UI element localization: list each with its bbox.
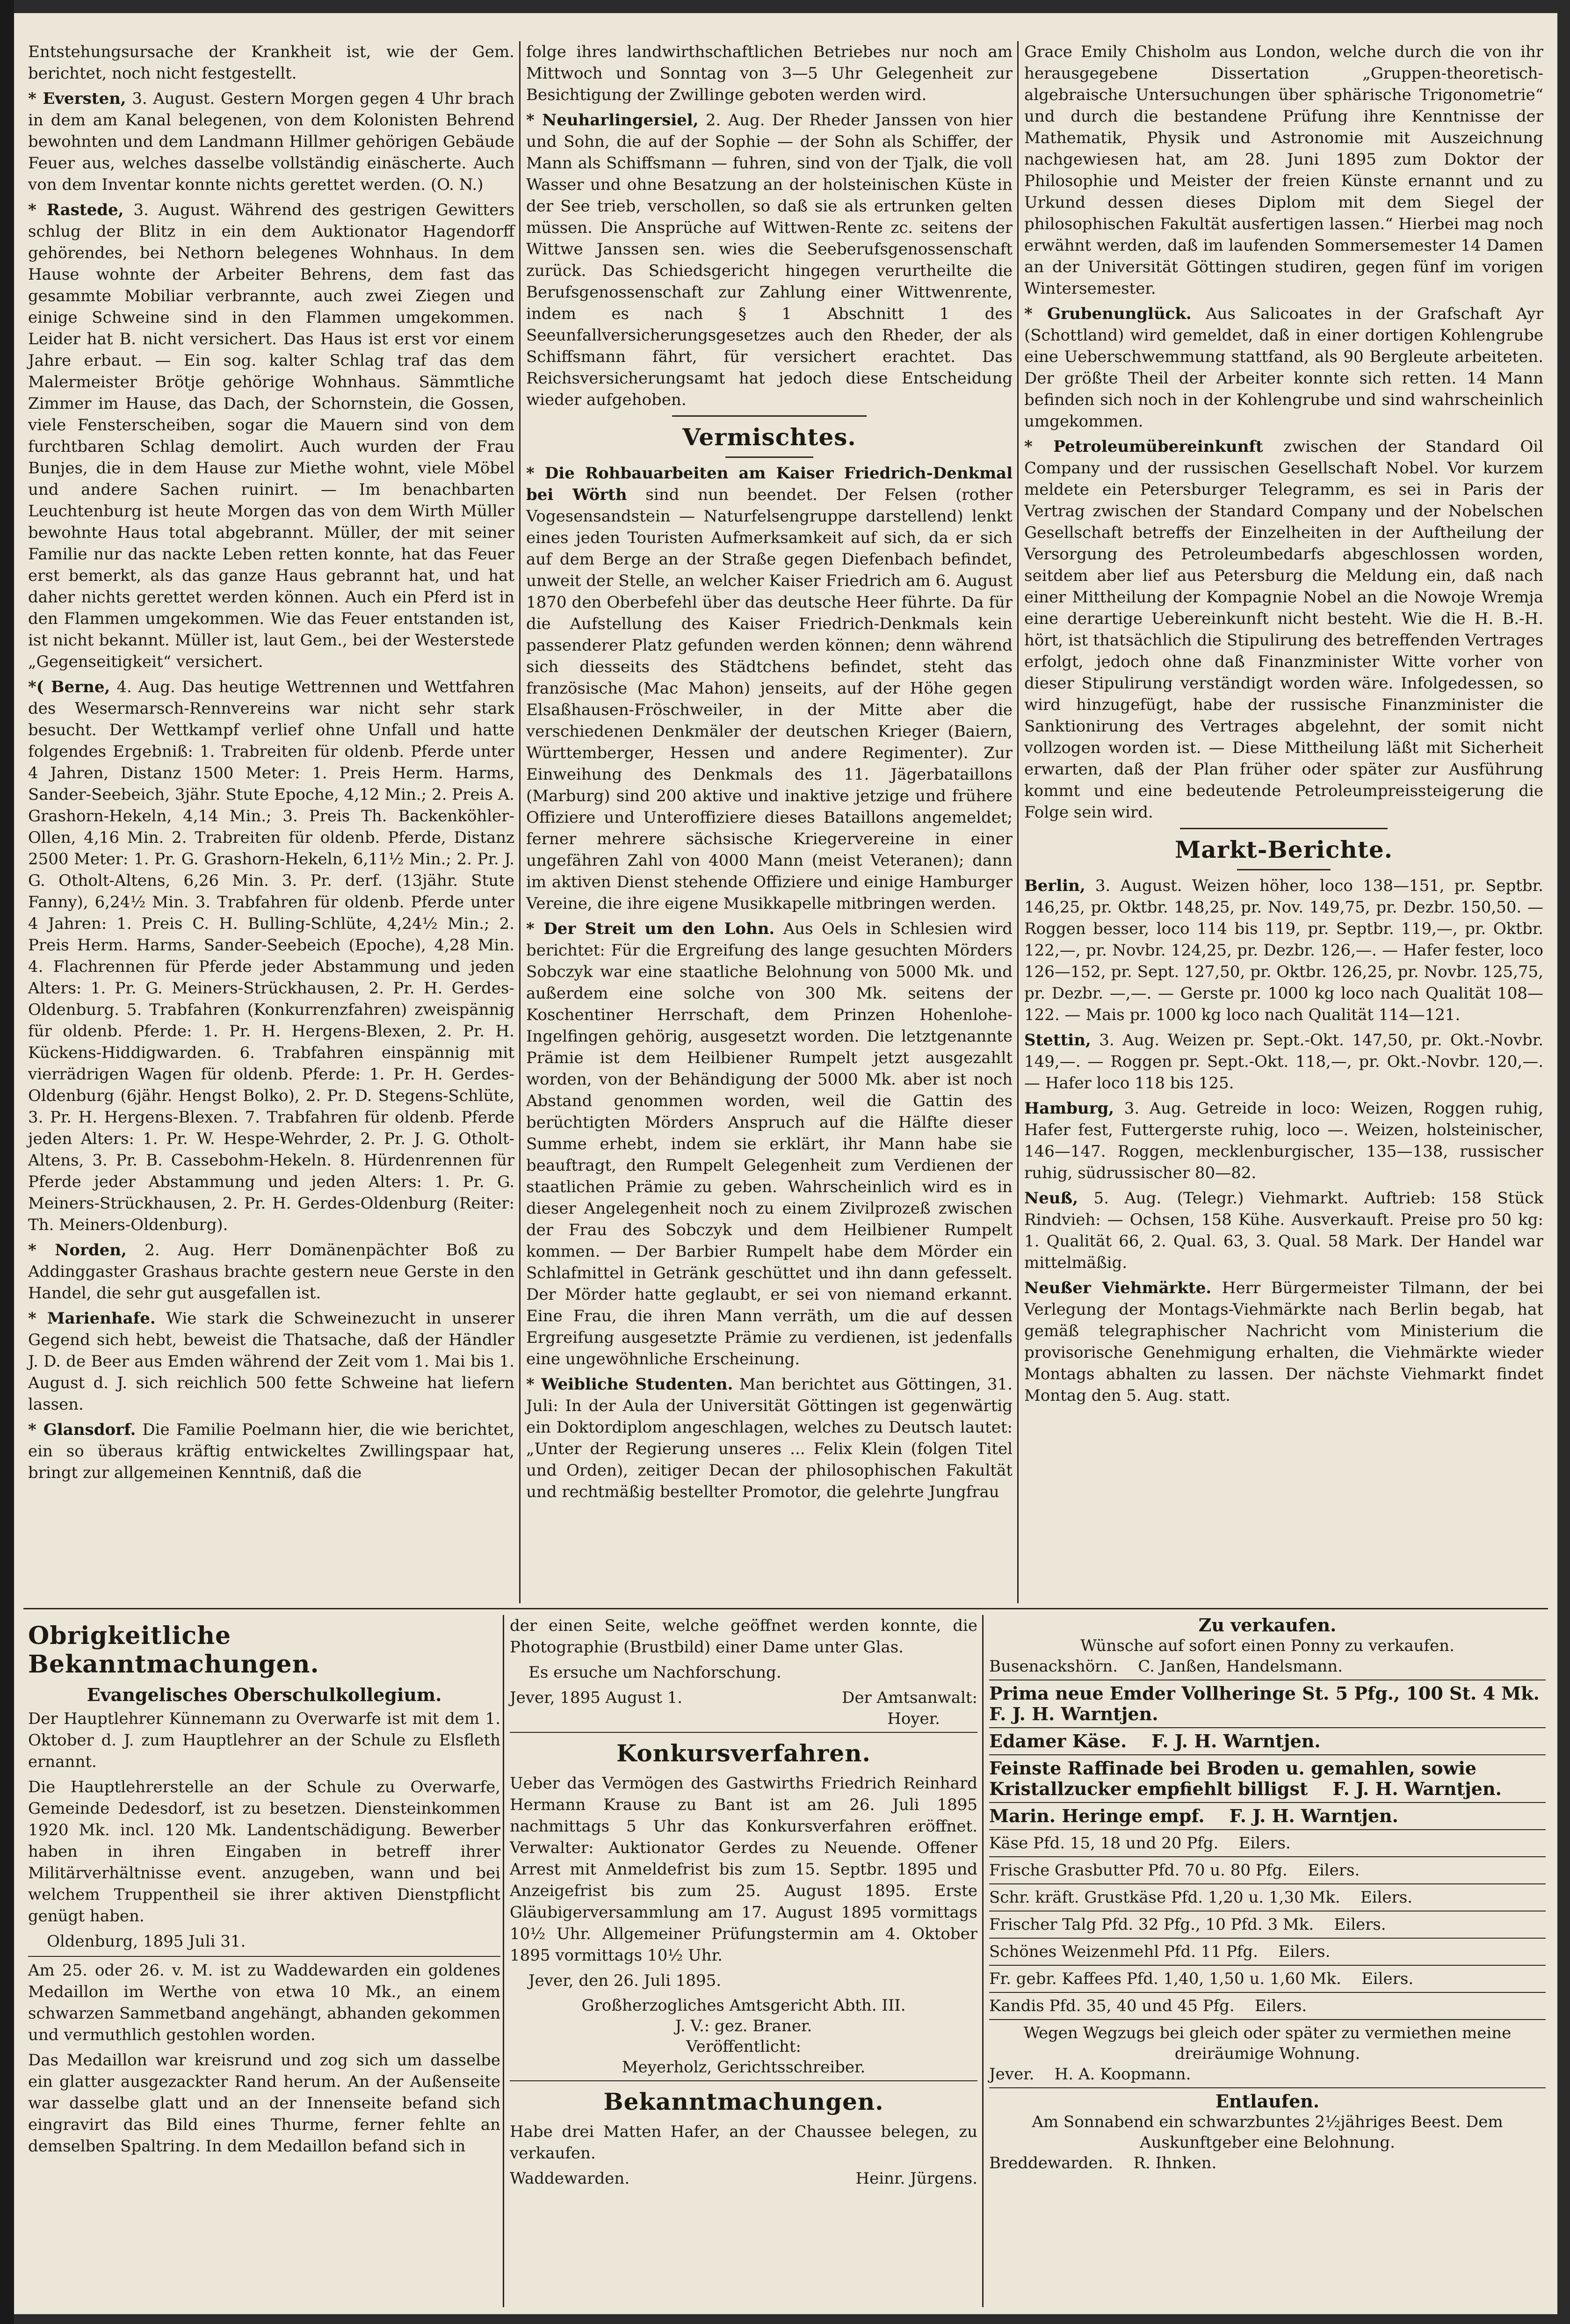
article-paragraph: [1024, 1098, 1543, 1184]
ad-divider: [989, 1938, 1546, 1939]
article-paragraph: [28, 1419, 514, 1484]
notice-signature: Hoyer.: [887, 1709, 940, 1728]
article-paragraph: [526, 1374, 1013, 1503]
classified-ad: Prima neue Emder Vollheringe St. 5 Pfg., 100 St. 4 Mk. F. J. H. Warntjen.: [989, 1683, 1564, 1724]
bekanntmachung-name: Heinr. Jürgens.: [855, 2169, 977, 2188]
article-paragraph: [28, 1308, 514, 1415]
ad-divider: [989, 1829, 1546, 1830]
article-body: Grace Emily Chisholm aus London, welche durch die von ihr herausgegebene Dissertation „Gruppen-theoretisch-algebraische Untersuchungen über sphärische Trigonometrie“ und durch die bestandene Prüfung ihre Kenntnisse der Mathematik, Physik und Astronomie mit Auszeichnung nachgewiesen hat, am 28. Juni 1895 zum Doktor der Philosophie und Meister der freien Künste ernannt und zu Urkund dessen dieses Diplom mit dem Siegel der philosophischen Fakultät ausfertigen lassen.“ Hierbei mag noch erwähnt werden, daß im laufenden Sommersemester 14 Damen an der Universität Göttingen studiren, gegen fünf im vorigen Wintersemester.: [1024, 43, 1543, 298]
article-body: 3. August. Gestern Morgen gegen 4 Uhr brach in dem am Kanal belegenen, von dem Kolonisten Behrend bewohnten und dem Landmann Hillmer gehörigen Gebäude Feuer aus, welches dasselbe vollständig einäscherte. Auch von dem Inventar konnte nichts gerettet werden. (O. N.): [28, 89, 514, 194]
column-3: [1024, 41, 1543, 1603]
article-body: 4. Aug. Das heutige Wettrennen und Wettfahren des Wesermarsch-Rennvereins war nicht sehr stark besucht. Der Wettkampf verlief ohne Unfall und hatte folgendes Ergebniß: 1. Trabreiten für oldenb. Pferde unter 4 Jahren, Distanz 1500 Meter: 1. Preis Herm. Harms, Sander-Seebeich, 3jähr. Stute Epoche, 4,12 Min.; 2. Preis A. Grashorn-Hekeln, 4,14 Min.; 3. Preis Th. Backenköhler-Ollen, 4,16 Min. 2. Trabreiten für oldenb. Pferde, Distanz 2500 Meter: 1. Pr. G. Grashorn-Hekeln, 6,11½ Min.; 2. Pr. J. G. Otholt-Altens, 6,26 Min. 3. Pr. derf. (13jähr. Stute Fanny), 6,24½ Min. 3. Trabfahren für oldenb. Pferde unter 4 Jahren: 1. Preis C. H. Bulling-Schlüte, 4,24½ Min.; 2. Preis Herm. Harms, Sander-Seebeich (Epoche), 4,28 Min. 4. Flachrennen für Pferde jeder Abstammung und jeden Alters: 1. Pr. G. Meiners-Strückhausen, 2. Pr. H. Gerdes-Oldenburg. 5. Trabfahren (Konkurrenzfahren) zweispännig für oldenb. Pferde: 1. Pr. H. Hergens-Blexen, 2. Pr. H. Kückens-Hiddigwarden. 6. Trabfahren einspännig mit vierrädrigen Wagen für oldenb. Pferde: 1. Pr. H. Gerdes-Oldenburg (6jähr. Hengst Bolko), 2. Pr. D. Stegens-Schlüte, 3. Pr. H. Hergens-Blexen. 7. Trabfahren für oldenb. Pferde jeden Alters: 1. Pr. W. Hespe-Wehrder, 2. Pr. J. G. Otholt-Altens, 3. Pr. B. Cassebohm-Hekeln. 8. Hürdenrennen für Pferde jeder Abstammung und jeden Alters: 1. Pr. G. Meiners-Strückhausen, 2. Pr. H. Gerdes-Oldenburg (Reiter: Th. Meiners-Oldenburg).: [28, 678, 515, 1234]
konkurs-court: Großherzogliches Amtsgericht Abth. III.: [581, 1996, 906, 2015]
article-paragraph: [1024, 436, 1543, 823]
article-paragraph: [28, 1239, 514, 1304]
newspaper-page: [14, 13, 1564, 2314]
article-body: Die Familie Poelmann hier, die wie berichtet, ein so überaus kräftig entwickeltes Zwillingspaar hat, bringt zur allgemeinen Kenntniß, daß die: [28, 1420, 514, 1482]
ad-divider: [989, 1727, 1546, 1728]
article-paragraph: [1024, 1029, 1543, 1094]
ad-divider: [989, 1802, 1546, 1803]
article-body: 2. Aug. Der Rheder Janssen von hier und Sohn, die auf der Sophie — der Sohn als Schiffer, der Mann als Schiffsmann — fuhren, sind von der Tjalk, die voll Wasser und ohne Besatzung an der holsteinischen Küste in der See trieb, verschollen, so daß sie als ertrunken gelten müssen. Die Ansprüche auf Wittwen-Rente zc. seitens der Wittwe Janssen sen. wies die Seeberufsgenossenschaft zurück. Das Schiedsgericht hingegen verurtheilte die Berufsgenossenschaft zur Zahlung einer Wittwenrente, indem es nach § 1 Abschnitt 1 des Seeunfallversicherungsgesetzes auch den Rheder, der als Schiffsmann fährt, für versichert erachtet. Das Reichsversicherungsamt hat jedoch diese Entscheidung wieder aufgehoben.: [526, 111, 1013, 409]
article-dateline: *( Berne,: [28, 678, 110, 696]
article-body: Wie stark die Schweinezucht in unserer Gegend sich hebt, beweist die Thatsache, daß der Händler J. D. de Beer aus Emden während der Zeit vom 1. Mai bis 1. August d. J. sich reichlich 500 fette Schweine hat liefern lassen.: [28, 1309, 514, 1414]
article-paragraph: [1024, 303, 1543, 432]
classified-ad: Breddewarden. R. Ihnken.: [989, 2154, 1217, 2172]
notice-text: der einen Seite, welche geöffnet werden konnte, die Photographie (Brustbild) einer Dame unter Glas.: [510, 1616, 977, 1657]
ad-divider: [989, 2019, 1546, 2020]
classified-ad: Frische Grasbutter Pfd. 70 u. 80 Pfg. Eilers.: [989, 1861, 1360, 1880]
article-dateline: * Glansdorf.: [28, 1420, 136, 1439]
section-rule: [672, 415, 867, 417]
article-dateline: Berlin,: [1024, 876, 1085, 895]
divider: [510, 1732, 977, 1733]
article-body: 3. Aug. Getreide in loco: Weizen, Roggen ruhig, Hafer fest, Futtergerste ruhig, loco —. Weizen, holsteinischer, 146—147. Roggen, mecklenburgischer, 135—138, russischer ruhig, südrussischer 80—82.: [1024, 1099, 1544, 1182]
notice-paragraph: Am 25. oder 26. v. M. ist zu Waddewarden ein goldenes Medaillon im Werthe von etwa 10 Mk., an einem schwarzen Sammetband angehängt, abhanden gekommen und vermuthlich gestohlen worden.: [28, 1961, 500, 2044]
notice-paragraph: Oldenburg, 1895 Juli 31.: [47, 1932, 246, 1951]
classified-ads: [989, 1614, 1564, 2307]
article-body: folge ihres landwirthschaftlichen Betriebes nur noch am Mittwoch und Sonntag von 3—5 Uhr Gelegenheit zur Besichtigung der Zwillinge geboten werden wird.: [526, 43, 1013, 104]
classified-ad: Jever. H. A. Koopmann.: [989, 2065, 1191, 2084]
official-notices-heading: Obrigkeitliche Bekanntmachungen.: [28, 1622, 319, 1679]
article-dateline: Neußer Viehmärkte.: [1024, 1279, 1212, 1297]
article-dateline: * Eversten,: [28, 89, 126, 108]
article-body: 3. August. Während des gestrigen Gewitters schlug der Blitz in ein dem Auktionator Hagendorff gehörendes, bei Nethorn belegenes Wohnhaus. In dem Hause wohnte der Arbeiter Behrens, dem fast das gesammte Mobiliar verbrannte, auch zwei Ziegen und einige Schweine sind in den Flammen umgekommen. Leider hat B. nicht versichert. Das Haus ist erst vor einem Jahre erbaut. — Ein sog. kalter Schlag traf das dem Malermeister Brötje gehörige Wohnhaus. Sämmtliche Zimmer im Hause, das Dach, der Schornstein, die Gossen, viele Fensterscheiben, sogar die Mauern sind von dem furchtbaren Schlag demolirt. Auch wurden der Frau Bunjes, die in dem Hause zur Miethe wohnt, viele Möbel und andere Sachen ruinirt. — Im benachbarten Leuchtenburg ist heute Morgen das von dem Wirth Müller bewohnte Haus total abgebrannt. Müller, der mit seiner Familie nur das nackte Leben retten konnte, hat das Feuer erst bemerkt, als das ganze Haus gebrannt hat, und hat daher nichts gerettet werden können. Auch ein Pferd ist in den Flammen umgekommen. Wie das Feuer entstanden ist, ist nicht bekannt. Müller ist, laut Gem., bei der Westerstede „Gegenseitigkeit“ versichert.: [28, 201, 514, 671]
bekanntmachung-text: Habe drei Matten Hafer, an der Chaussee belegen, zu verkaufen.: [510, 2122, 977, 2163]
article-dateline: * Grubenunglück.: [1024, 304, 1192, 323]
article-body: 2. Aug. Herr Domänenpächter Boß zu Addinggaster Grashaus brachte gestern neue Gerste in den Handel, die sehr gut ausgefallen ist.: [28, 1241, 514, 1303]
article-dateline: * Norden,: [28, 1241, 127, 1260]
article-body: 5. Aug. (Telegr.) Viehmarkt. Auftrieb: 158 Stück Rindvieh: — Ochsen, 158 Kühe. Ausverkauft. Preise pro 50 kg: 1. Qualität 66, 2. Qual. 63, 3. Qual. 58 Mark. Der Handel war mittelmäßig.: [1024, 1189, 1543, 1272]
konkurs-published: Veröffentlicht:: [686, 2037, 801, 2056]
classified-ad: Feinste Raffinade bei Broden u. gemahlen, sowie Kristallzucker empfiehlt billigst F. J. H. Warntjen.: [989, 1758, 1502, 1799]
notice-text: Es ersuche um Nachforschung.: [528, 1663, 781, 1682]
classified-ad: Busenackshörn. C. Janßen, Handelsmann.: [989, 1657, 1343, 1676]
column-divider: [503, 1615, 504, 2307]
classified-ad: Fr. gebr. Kaffees Pfd. 1,40, 1,50 u. 1,60 Mk. Eilers.: [989, 1969, 1414, 1988]
column-divider: [982, 1615, 984, 2307]
article-dateline: * Petroleumübereinkunft: [1024, 437, 1263, 456]
classified-ad: Marin. Heringe empf. F. J. H. Warntjen.: [989, 1805, 1398, 1826]
vermischtes-heading: Vermischtes.: [682, 423, 856, 451]
bekanntmachung-place: Waddewarden.: [510, 2169, 630, 2188]
article-paragraph: [1024, 1277, 1543, 1406]
article-body: Aus Oels in Schlesien wird berichtet: Für die Ergreifung des lange gesuchten Mörders Sobczyk war eine staatliche Belohnung von 5000 Mk. und außerdem eine solche von 300 Mk. seitens der Koschentiner Herrschaft, dem Prinzen Hohenlohe-Ingelfingen gehörig, ausgesetzt worden. Die letztgenannte Prämie ist dem Heilbiener Rumpelt jetzt ausgezahlt worden, von der Behändigung der 5000 Mk. aber ist noch Abstand genommen worden, weil die Gattin des berüchtigten Mörders Anspruch auf die Hälfte dieser Summe erhebt, indem sie erklärt, ihr Mann habe sie beauftragt, den Rumpelt Gelegenheit zum Verdienen der staatlichen Prämie zu geben. Wahrscheinlich wird es in dieser Angelegenheit noch zu einem Zivilprozeß zwischen der Frau des Sobczyk und dem Heilbiener Rumpelt kommen. — Der Barbier Rumpelt habe dem Mörder ein Schlafmittel in Getränk geschüttet und ihn dann gefesselt. Der Mörder hatte geglaubt, er sei von niemand erkannt. Eine Frau, die ihren Mann verräth, um die auf dessen Ergreifung ausgesetzte Prämie zu verdienen, ist jedenfalls eine ungewöhnliche Erscheinung.: [526, 919, 1013, 1368]
school-board-heading: Evangelisches Oberschulkollegium.: [87, 1684, 442, 1705]
konkurs-clerk: Meyerholz, Gerichtsschreiber.: [622, 2058, 866, 2077]
column-2: [526, 41, 1013, 1603]
divider: [28, 1956, 500, 1957]
konkurs-date: Jever, den 26. Juli 1895.: [528, 1971, 722, 1990]
article-body: Herr Bürgermeister Tilmann, der bei Verlegung der Montags-Viehmärkte nach Berlin begab, hat gemäß telegraphischer Nachricht vom Ministerium die provisorische Genehmigung erhalten, die Viehmärkte wieder Montags abhalten zu lassen. Der nächste Viehmarkt findet Montag den 5. Aug. statt.: [1024, 1279, 1543, 1405]
article-paragraph: [1024, 41, 1543, 299]
classified-ad: Am Sonnabend ein schwarzbuntes 2½jähriges Beest. Dem Auskunftgeber eine Belohnung.: [1032, 2113, 1508, 2152]
column-divider: [1017, 41, 1019, 1603]
article-dateline: Neuß,: [1024, 1189, 1078, 1208]
classified-ad: Frischer Talg Pfd. 32 Pfg., 10 Pfd. 3 Mk. Eilers.: [989, 1915, 1386, 1934]
article-paragraph: [526, 41, 1013, 106]
notice-official: Der Amtsanwalt:: [842, 1688, 977, 1707]
classified-ad: Entlaufen.: [1215, 2091, 1320, 2112]
markt-heading: Markt-Berichte.: [1174, 836, 1393, 863]
article-dateline: * Marienhafe.: [28, 1309, 156, 1328]
ad-divider: [989, 2087, 1546, 2088]
article-body: 3. Aug. Weizen pr. Sept.-Okt. 147,50, pr. Okt.-Novbr. 149,—. — Roggen pr. Sept.-Okt. 118,—, pr. Okt.-Novbr. 120,—. — Hafer loco 118 bis 125.: [1024, 1031, 1543, 1093]
section-rule: [1237, 869, 1331, 870]
article-dateline: * Die Rohbauarbeiten am Kaiser Friedrich-Denkmal bei Wörth: [526, 464, 1013, 504]
article-dateline: Hamburg,: [1024, 1099, 1114, 1118]
article-paragraph: [28, 41, 514, 84]
classified-ad: Kandis Pfd. 35, 40 und 45 Pfg. Eilers.: [989, 1997, 1307, 2015]
classified-ad: Edamer Käse. F. J. H. Warntjen.: [989, 1730, 1321, 1752]
konkurs-text: Ueber das Vermögen des Gastwirths Friedrich Reinhard Hermann Krause zu Bant ist am 26. Juli 1895 nachmittags 5 Uhr das Konkursverfahren eröffnet. Verwalter: Auktionator Gerdes zu Neuende. Offener Arrest mit Anmeldefrist bis zum 15. Septbr. 1895 und Anzeigefrist bis zum 25. August 1895. Erste Gläubigerversammlung am 17. August 1895 vormittags 10½ Uhr. Allgemeiner Prüfungstermin am 4. Oktober 1895 vormittags 10½ Uhr.: [510, 1774, 977, 1965]
article-paragraph: [28, 88, 514, 195]
ad-divider: [989, 1754, 1546, 1755]
classified-ad: Schönes Weizenmehl Pfd. 11 Pfg. Eilers.: [989, 1942, 1331, 1961]
page-edge: [0, 0, 14, 2324]
ad-divider: [989, 1883, 1546, 1884]
article-body: 3. August. Weizen höher, loco 138—151, pr. Septbr. 146,25, pr. Oktbr. 148,25, pr. Nov. 149,75, pr. Dezbr. 150,50. — Roggen besser, loco 114 bis 119, pr. Septbr. 119,—, pr. Oktbr. 122,—, pr. Novbr. 124,25, pr. Dezbr. 126,—. — Hafer fester, loco 126—152, pr. Sept. 127,50, pr. Oktbr. 126,25, pr. Novbr. 125,75, pr. Dezbr. —,—. — Gerste pr. 1000 kg loco nach Qualität 108—122. — Mais pr. 1000 kg loco nach Qualität 114—121.: [1024, 876, 1543, 1024]
article-paragraph: [526, 109, 1013, 411]
article-paragraph: [1024, 875, 1543, 1026]
article-dateline: * Rastede,: [28, 201, 124, 219]
article-dateline: * Neuharlingersiel,: [526, 111, 699, 130]
article-body: Aus Salicoates in der Grafschaft Ayr (Schottland) wird gemeldet, daß in einer dortigen Kohlengrube eine Ueberschwemmung stattfand, als 90 Bergleute arbeiteten. Der größte Theil der Arbeiter konnte sich retten. 14 Mann befinden sich noch in der Kohlengrube und sind wahrscheinlich umgekommen.: [1024, 304, 1543, 431]
article-body: zwischen der Standard Oil Company und der russischen Gesellschaft Nobel. Vor kurzem meldete ein Petersburger Telegramm, es sei in Paris der Vertrag zwischen der Standard Company und der Nobelschen Gesellschaft betreffs der Einzelheiten in der Auftheilung der Versorgung des Petroleumbedarfs abgeschlossen worden, seitdem aber lief aus Petersburg die Meldung ein, daß nach einer Mittheilung der Kompagnie Nobel an die Nowoje Wremja eine derartige Uebereinkunft nicht besteht. Wie die H. B.-H. hört, ist thatsächlich die Stipulirung des betreffenden Vertrages erfolgt, jedoch ohne daß Finanzminister Witte vorher von dieser Stipulirung verständigt worden wäre. Infolgedessen, so wird hinzugefügt, habe der russische Finanzminister die Sanktionirung des Vertrages abgelehnt, der somit nicht vollzogen worden ist. — Diese Mittheilung läßt mit Sicherheit erwarten, daß der Plan früher oder später zur Ausführung kommt und eine bedeutende Petroleumpreissteigerung die Folge sein wird.: [1024, 437, 1544, 822]
ad-divider: [989, 1992, 1546, 1993]
article-body: Entstehungsursache der Krankheit ist, wie der Gem. berichtet, noch nicht festgestellt.: [28, 43, 514, 83]
ad-divider: [989, 1856, 1546, 1857]
article-paragraph: [28, 199, 514, 673]
article-body: Man berichtet aus Göttingen, 31. Juli: In der Aula der Universität Göttingen ist gegenwärtig ein Doktordiplom angeschlagen, welches zu Deutsch lautet: „Unter der Regierung unseres ... Felix Klein (folgen Titel und Orden), zeitiger Decan der philosophischen Fakultät und rechtmäßig bestellter Promotor, die gelehrte Jungfrau: [526, 1375, 1013, 1501]
article-paragraph: [1024, 1187, 1543, 1274]
column-1: [28, 41, 514, 1603]
section-divider: [23, 1608, 1548, 1609]
middle-notices: [510, 1615, 977, 2307]
notice-place-date: Jever, 1895 August 1.: [510, 1688, 683, 1707]
bekanntmachungen-heading: Bekanntmachungen.: [603, 2088, 884, 2115]
official-notices: [28, 1615, 500, 2307]
article-paragraph: [526, 918, 1013, 1370]
divider: [510, 2080, 977, 2081]
article-dateline: * Der Streit um den Lohn.: [526, 919, 775, 938]
article-dateline: Stettin,: [1024, 1031, 1091, 1050]
article-paragraph: [28, 676, 514, 1236]
notice-paragraph: Das Medaillon war kreisrund und zog sich um dasselbe ein glatter ausgezackter Rand herum. An der Außenseite war dasselbe glatt und an der Innenseite befand sich eingravirt das Bild eines Thurme, ferner fehlte an demselben Spaltring. In dem Medaillon befand sich in: [28, 2051, 500, 2156]
notice-paragraph: Der Hauptlehrer Künnemann zu Overwarfe ist mit dem 1. Oktober d. J. zum Hauptlehrer an der Schule zu Elsfleth ernannt.: [28, 1709, 500, 1771]
classified-ad: Schr. kräft. Grustkäse Pfd. 1,20 u. 1,30 Mk. Eilers.: [989, 1888, 1413, 1907]
section-rule: [1180, 828, 1388, 829]
article-body: sind nun beendet. Der Felsen (rother Vogesensandstein — Naturfelsengruppe darstellend) lenkt eines jeden Touristen Aufmerksamkeit auf sich, da er sich auf dem Berge an der Straße gegen Diefenbach befindet, unweit der Stelle, an welcher Kaiser Friedrich am 6. August 1870 den Oberbefehl über das deutsche Heer führte. Da für die Aufstellung des Kaiser Friedrich-Denkmals kein passenderer Platz gefunden werden können; denn während sich diesseits des Städtchens befindet, steht das französische (Mac Mahon) jenseits, auf der Höhe gegen Elsaßhausen-Fröschweiler, in der Mitte aber die verschiedenen Denkmäler der deutschen Krieger (Baiern, Württemberger, Hessen und andere Regimenter). Zur Einweihung des Denkmals des 11. Jägerbataillons (Marburg) sind 200 aktive und inaktive jetzige und frühere Offiziere und Unteroffiziere dieses Bataillons angemeldet; ferner mehrere sächsische Kriegervereine in einer ungefähren Zahl von 4000 Mann (meist Veteranen); dann im aktiven Dienst stehende Offiziere und einige Hamburger Vereine, die ihre eigene Musikkapelle mitbringen werden.: [526, 485, 1013, 913]
section-rule: [725, 456, 813, 458]
article-dateline: * Weibliche Studenten.: [526, 1375, 733, 1394]
notice-paragraph: Die Hauptlehrerstelle an der Schule zu Overwarfe, Gemeinde Dedesdorf, ist zu besetzen. Diensteinkommen 1920 Mk. incl. 120 Mk. Landentschädigung. Bewerber haben in ihren Eingaben in betreff ihrer Militärverhältnisse event. anzugeben, wann und bei welchem Truppentheil sie ihrer aktiven Dienstpflicht genügt haben.: [28, 1778, 500, 1926]
classified-ad: Wünsche auf sofort einen Ponny zu verkaufen.: [1080, 1636, 1454, 1655]
ad-divider: [989, 1965, 1546, 1966]
classified-ad: Wegen Wegzugs bei gleich oder später zu vermiethen meine dreiräumige Wohnung.: [1023, 2024, 1517, 2063]
classified-ad: Zu verkaufen.: [1198, 1614, 1337, 1636]
column-divider: [519, 41, 521, 1603]
article-paragraph: [526, 463, 1013, 914]
classified-ad: Käse Pfd. 15, 18 und 20 Pfg. Eilers.: [989, 1834, 1291, 1853]
konkurs-signature: J. V.: gez. Braner.: [675, 2017, 812, 2035]
konkurs-heading: Konkursverfahren.: [616, 1739, 871, 1767]
